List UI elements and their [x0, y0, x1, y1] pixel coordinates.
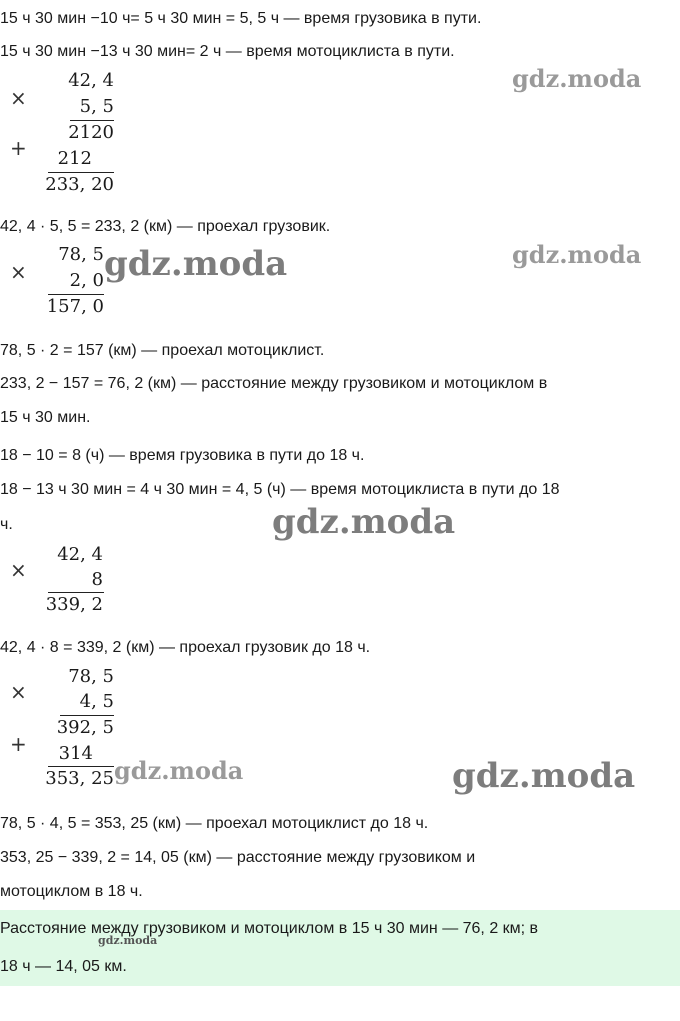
product-result: 157, 0 — [46, 296, 104, 317]
partial-product-1: 2120 — [68, 122, 114, 143]
calc-block-1 — [0, 70, 130, 200]
watermark-logo: gdz.moda — [98, 934, 158, 947]
multiplier: 5, 5 — [79, 96, 114, 117]
watermark-logo: gdz.moda — [452, 756, 636, 796]
plus-sign: + — [10, 732, 27, 756]
text-line-1: 15 ч 30 мин −10 ч= 5 ч 30 мин = 5, 5 ч — время грузовика в пути. — [0, 10, 482, 27]
answer-line-1: Расстояние между грузовиком и мотоциклом в 15 ч 30 мин — 76, 2 км; в — [0, 920, 539, 937]
text-line-2: 15 ч 30 мин −13 ч 30 мин= 2 ч — время мотоциклиста в пути. — [0, 43, 455, 60]
partial-product-2: 212 — [57, 148, 92, 169]
multiply-sign: × — [10, 680, 27, 704]
product-result: 353, 25 — [45, 768, 114, 789]
product-result: 339, 2 — [45, 594, 103, 615]
multiplicand: 78, 5 — [58, 244, 104, 265]
calc-line — [48, 294, 104, 295]
calc-line — [48, 172, 114, 173]
watermark-logo: gdz.moda — [512, 240, 642, 269]
calc-block-3 — [0, 544, 130, 620]
watermark-logo: gdz.moda — [104, 244, 288, 284]
calc-block-4 — [0, 666, 130, 794]
text-line-5a: 233, 2 − 157 = 76, 2 (км) — расстояние между грузовиком и мотоциклом в — [0, 375, 548, 392]
calc-line — [60, 715, 114, 716]
multiplier: 4, 5 — [79, 691, 114, 712]
multiply-sign: × — [10, 558, 27, 582]
answer-line-2: 18 ч — 14, 05 км. — [0, 958, 127, 975]
product-result: 233, 20 — [45, 174, 114, 195]
text-line-6: 18 − 10 = 8 (ч) — время грузовика в пути до 18 ч. — [0, 447, 365, 464]
watermark-logo: gdz.moda — [272, 502, 456, 542]
plus-sign: + — [10, 136, 27, 160]
calc-line — [70, 120, 114, 121]
text-line-8: 42, 4 · 8 = 339, 2 (км) — проехал грузовик до 18 ч. — [0, 639, 371, 656]
watermark-logo: gdz.moda — [114, 756, 244, 785]
text-line-5b: 15 ч 30 мин. — [0, 409, 91, 426]
watermark-logo: gdz.moda — [512, 64, 642, 93]
calc-line — [48, 592, 104, 593]
text-line-9: 78, 5 · 4, 5 = 353, 25 (км) — проехал мотоциклист до 18 ч. — [0, 815, 429, 832]
text-line-10b: мотоциклом в 18 ч. — [0, 883, 143, 900]
text-line-4: 78, 5 · 2 = 157 (км) — проехал мотоциклист. — [0, 342, 325, 359]
multiplicand: 42, 4 — [68, 70, 114, 91]
calc-line — [48, 766, 114, 767]
answer-box — [0, 910, 680, 986]
multiply-sign: × — [10, 260, 27, 284]
partial-product-1: 392, 5 — [56, 717, 114, 738]
text-line-7b: ч. — [0, 516, 13, 533]
text-line-3: 42, 4 · 5, 5 = 233, 2 (км) — проехал грузовик. — [0, 218, 331, 235]
multiply-sign: × — [10, 86, 27, 110]
text-line-10a: 353, 25 − 339, 2 = 14, 05 (км) — расстояние между грузовиком и — [0, 849, 476, 866]
multiplier: 8 — [91, 569, 103, 590]
multiplier: 2, 0 — [69, 270, 104, 291]
multiplicand: 42, 4 — [57, 544, 103, 565]
text-line-7a: 18 − 13 ч 30 мин = 4 ч 30 мин = 4, 5 (ч) — время мотоциклиста в пути до 18 — [0, 481, 560, 498]
multiplicand: 78, 5 — [68, 666, 114, 687]
partial-product-2: 314 — [58, 743, 93, 764]
